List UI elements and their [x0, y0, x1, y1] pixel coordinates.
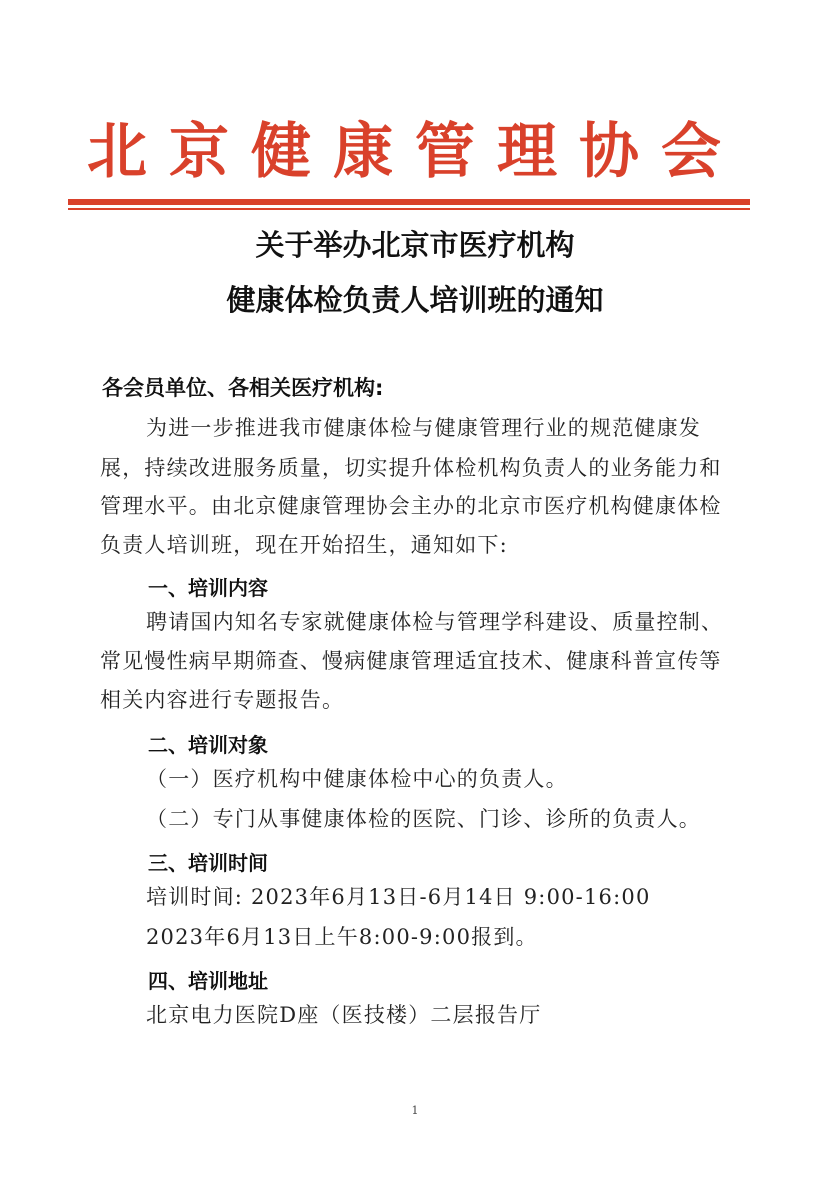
- document-title-line-2: 健康体检负责人培训班的通知: [226, 283, 604, 317]
- audience-item-1: （一）医疗机构中健康体检中心的负责人。: [146, 767, 568, 791]
- content-line-1: 聘请国内知名专家就健康体检与管理学科建设、质量控制、: [146, 610, 724, 634]
- section-heading-time: 三、培训时间: [148, 851, 268, 875]
- content-line-3: 相关内容进行专题报告。: [100, 688, 345, 712]
- intro-line-1: 为进一步推进我市健康体检与健康管理行业的规范健康发: [146, 416, 701, 440]
- section-heading-content: 一、培训内容: [148, 576, 268, 600]
- section-heading-location: 四、培训地址: [148, 969, 268, 993]
- time-line-2: 2023年6月13日上午8:00-9:00报到。: [146, 925, 538, 949]
- document-title-line-1: 关于举办北京市医疗机构: [255, 228, 575, 262]
- organization-letterhead: 北京健康管理协会: [87, 117, 743, 187]
- intro-line-4: 负责人培训班，现在开始招生，通知如下:: [100, 533, 508, 557]
- time-line-1: 培训时间: 2023年6月13日-6月14日 9:00-16:00: [146, 885, 651, 909]
- page-number: 1: [411, 1104, 419, 1117]
- letterhead-rule-thick: [68, 199, 750, 205]
- audience-item-2: （二）专门从事健康体检的医院、门诊、诊所的负责人。: [146, 807, 701, 831]
- section-heading-audience: 二、培训对象: [148, 733, 268, 757]
- letterhead-rule-thin: [68, 208, 750, 210]
- intro-line-3: 管理水平。由北京健康管理协会主办的北京市医疗机构健康体检: [100, 494, 722, 518]
- content-line-2: 常见慢性病早期筛查、慢病健康管理适宜技术、健康科普宣传等: [100, 649, 722, 673]
- salutation: 各会员单位、各相关医疗机构:: [102, 376, 384, 400]
- location-line-1: 北京电力医院D座（医技楼）二层报告厅: [146, 1003, 542, 1027]
- intro-line-2: 展，持续改进服务质量，切实提升体检机构负责人的业务能力和: [100, 456, 722, 480]
